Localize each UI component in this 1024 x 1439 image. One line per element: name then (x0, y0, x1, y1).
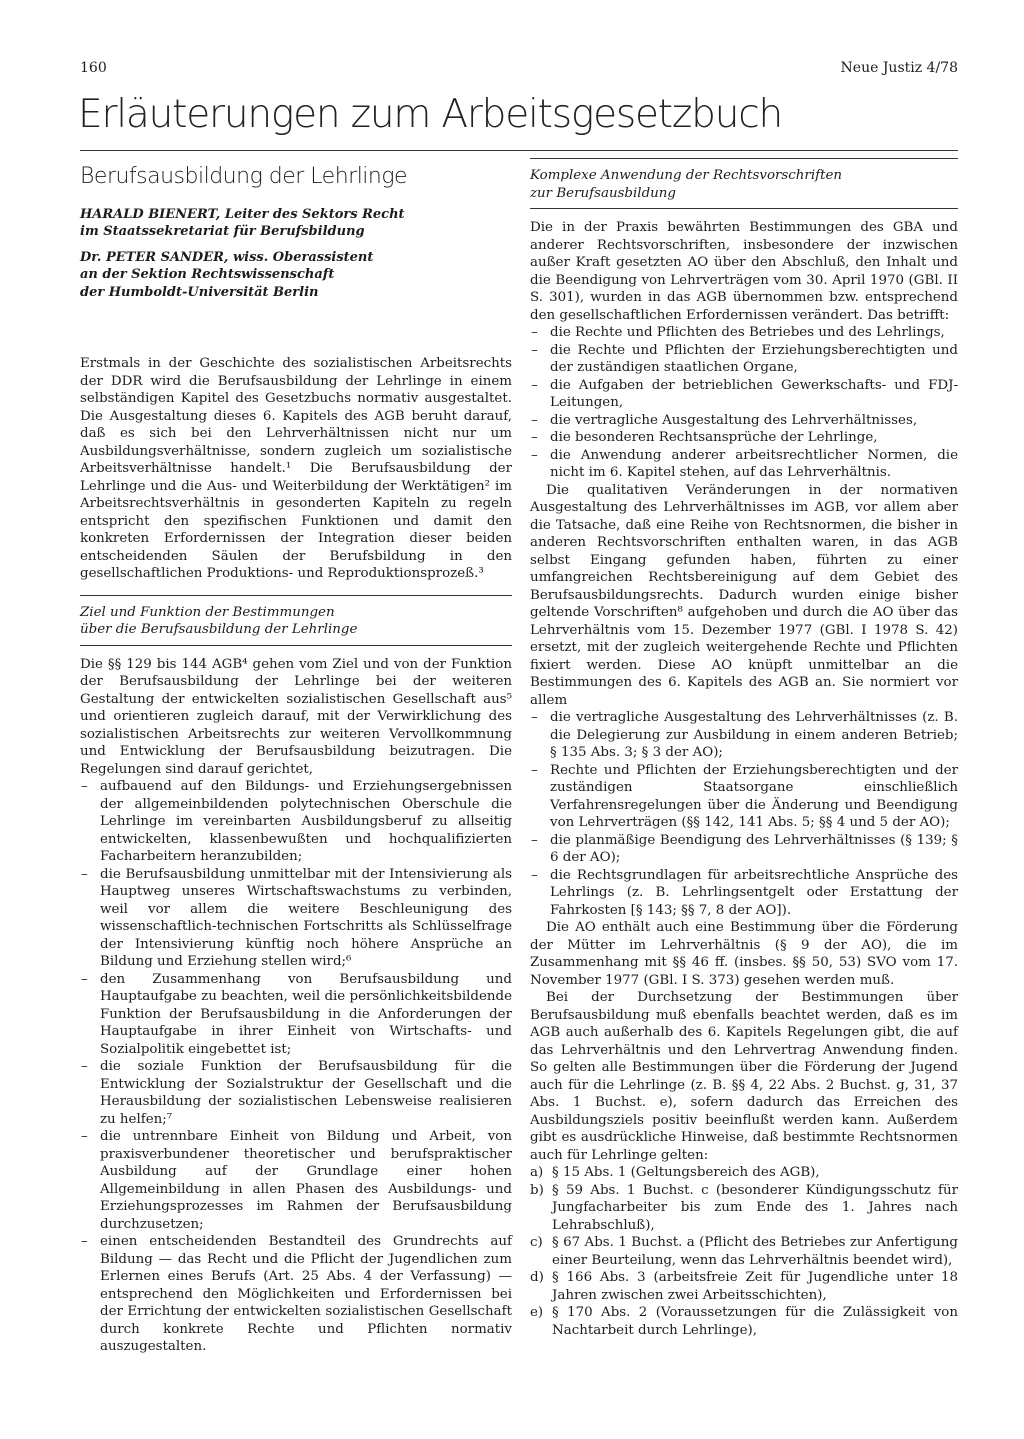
item-label: c) (530, 1235, 543, 1250)
list-item (530, 1182, 958, 1235)
list-item: – die planmäßige Beendigung des Lehrverhältnisses (§ 139; § 6 der AO); (530, 832, 958, 867)
paragraph: Bei der Durchsetzung der Bestimmungen über Berufsausbildung muß ebenfalls beachtet werden, daß es im AGB auch außerhalb des 6. Kapitels Regelungen gibt, die auf das Lehrverhältnis und den Lehrvertrag Anwendung finden. So gelten alle Bestimmungen über die Förderung der Jugend auch für die Lehrlinge (z. B. §§ 4, 22 Abs. 2 Buchst. g, 31, 37 Abs. 1 Buchst. e), sofern dadurch das Erreichen des Ausbildungsziels positiv beeinflußt werden kann. Außerdem gibt es ausdrückliche Hinweise, daß bestimmte Rechtsnormen auch für Lehrlinge gelten: (530, 990, 958, 1163)
list-item: – aufbauend auf den Bildungs- und Erziehungsergebnissen der allgemeinbildenden polytechnischen Oberschule die Lehrlinge im vereinbarten Ausbildungsberuf zu allseitig entwickelten, klassenbewußten und hochqualifizierten Facharbeitern heranzubilden; (80, 778, 512, 866)
item-text: § 15 Abs. 1 (Geltungsbereich des AGB), (552, 1165, 820, 1180)
betrifft-list (530, 324, 958, 482)
title-rule (80, 150, 958, 151)
list-item: – die Aufgaben der betrieblichen Gewerkschafts- und FDJ-Leitungen, (530, 377, 958, 412)
list-item: – die Anwendung anderer arbeitsrechtlicher Normen, die nicht im 6. Kapitel stehen, auf das Lehrverhältnis. (530, 447, 958, 482)
item-text: § 59 Abs. 1 Buchst. c (besonderer Kündigungsschutz für Jungfacharbeiter bis zum Ende des 1. Jahres nach Lehrabschluß), (552, 1182, 958, 1233)
item-text: § 67 Abs. 1 Buchst. a (Pflicht des Betriebes zur Anfertigung einer Beurteilung, wenn das Lehrverhältnis beendet wird), (552, 1235, 958, 1268)
right-column (530, 158, 958, 1339)
list-item: – die Rechtsgrundlagen für arbeitsrechtliche Ansprüche des Lehrlings (z. B. Lehrlingsentgelt oder Erstattung der Fahrkosten [§ 143; §§ 7, 8 der AO]). (530, 867, 958, 920)
list-item: – die soziale Funktion der Berufsausbildung für die Entwicklung der Sozialstruktur der Gesellschaft und die Herausbildung der sozialistischen Lebensweise realisieren zu helfen;⁷ (80, 1058, 512, 1128)
intro-paragraph: Erstmals in der Geschichte des sozialistischen Arbeitsrechts der DDR wird die Berufsausbildung der Lehrlinge in einem selbständigen Kapitel des Gesetzbuchs normativ ausgestaltet. Die Ausgestaltung dieses 6. Kapitels des AGB beruht darauf, daß es sich bei den Lehrverhältnissen nicht nur um Ausbildungsverhältnisse, sondern zugleich um sozialistische Arbeitsverhältnisse handelt.¹ Die Berufsausbildung der Lehrlinge und die Aus- und Weiterbildung der Werktätigen² im Arbeitsrechtsverhältnis in gesonderten Kapiteln zu regeln entspricht den spezifischen Funktionen und damit den konkreten Erfordernissen der Integration dieser beiden entscheidenden Säulen der Berufsbildung in den gesellschaftlichen Produktions- und Reproduktionsprozeß.³ (80, 356, 512, 581)
paragraph: Die §§ 129 bis 144 AGB⁴ gehen vom Ziel und von der Funktion der Berufsausbildung der Lehrlinge bei der weiteren Gestaltung der entwickelten sozialistischen Gesellschaft aus⁵ und orientieren zugleich darauf, mit der Verwirklichung des sozialistischen Arbeitsrechts zur weiteren Vervollkommnung und Entwicklung der Berufsausbildung beizutragen. Die Regelungen sind darauf gerichtet, (80, 656, 512, 777)
normiert-list (530, 709, 958, 919)
subheading-ziel (80, 595, 512, 646)
paragraph: Die in der Praxis bewährten Bestimmungen des GBA und anderer Rechtsvorschriften, insbesondere der inzwischen außer Kraft gesetzten AO über den Abschluß, den Inhalt und die Beendigung von Lehrverträgen vom 30. April 1970 (GBl. II S. 301), wurden in das AGB übernommen bzw. entsprechend den gesellschaftlichen Erfordernissen verändert. Das betrifft: (530, 220, 958, 323)
list-item: – Rechte und Pflichten der Erziehungsberechtigten und der zuständigen Staatsorgane einschließlich Verfahrensregelungen über die Änderung und Beendigung von Lehrverträgen (§§ 142, 141 Abs. 5; §§ 4 und 5 der AO); (530, 762, 958, 832)
section-title: Berufsausbildung der Lehrlinge (80, 164, 408, 189)
item-label: a) (530, 1165, 544, 1180)
paragraph: Die AO enthält auch eine Bestimmung über die Förderung der Mütter im Lehrverhältnis (§ 9 der AO), die im Zusammenhang mit §§ 46 ff. (insbes. §§ 50, 53) SVO vom 17. November 1977 (GBl. I S. 373) gesehen werden muß. (530, 920, 958, 988)
list-item: – die Rechte und Pflichten der Erziehungsberechtigten und der zuständigen staatlichen Organe, (530, 342, 958, 377)
author-sander (80, 249, 512, 302)
author-line: Dr. PETER SANDER, wiss. Oberassistent (80, 249, 374, 265)
item-label: b) (530, 1182, 544, 1198)
list-item: – die untrennbare Einheit von Bildung und Arbeit, von praxisverbundener theoretischer und berufspraktischer Ausbildung auf der Grundlage einer hohen Allgemeinbildung in allen Phasen des Ausbildungs- und Erziehungsprozesses im Rahmen der Berufsausbildung durchzusetzen; (80, 1128, 512, 1233)
author-line: der Humboldt-Universität Berlin (80, 284, 319, 300)
subheading-line: Komplexe Anwendung der Rechtsvorschriften (530, 168, 842, 183)
author-line: an der Sektion Rechtswissenschaft (80, 267, 335, 282)
list-item: – die vertragliche Ausgestaltung des Lehrverhältnisses (z. B. die Delegierung zur Ausbildung in einem anderen Betrieb; § 135 Abs. 3; § 3 der AO); (530, 709, 958, 762)
list-item: – die vertragliche Ausgestaltung des Lehrverhältnisses, (530, 412, 958, 430)
item-label: e) (530, 1305, 544, 1320)
subheading-line: zur Berufsausbildung (530, 185, 676, 201)
author-line: im Staatssekretariat für Berufsbildung (80, 224, 365, 239)
subheading-line: über die Berufsausbildung der Lehrlinge (80, 622, 358, 637)
spacer (80, 309, 512, 355)
list-item (530, 1234, 958, 1269)
subheading-komplexe (530, 158, 958, 209)
main-title: Erläuterungen zum Arbeitsgesetzbuch (78, 92, 782, 137)
page-number: 160 (80, 60, 107, 76)
author-line: HARALD BIENERT, Leiter des Sektors Recht (80, 206, 405, 222)
list-item (530, 1269, 958, 1304)
item-label: d) (530, 1270, 544, 1285)
subheading-line: Ziel und Funktion der Bestimmungen (80, 604, 335, 620)
list-item: – die besonderen Rechtsansprüche der Lehrlinge, (530, 429, 958, 447)
author-bienert (80, 206, 512, 241)
lettered-list (530, 1164, 958, 1339)
list-item: – die Rechte und Pflichten des Betriebes und des Lehrlings, (530, 324, 958, 342)
list-item: – einen entscheidenden Bestandteil des Grundrechts auf Bildung — das Recht und die Pflicht der Jugendlichen zum Erlernen eines Berufs (Art. 25 Abs. 4 der Verfassung) — entsprechend den Möglichkeiten und Erfordernissen bei der Errichtung der entwickelten sozialistischen Gesellschaft durch konkrete Rechte und Pflichten normativ auszugestalten. (80, 1233, 512, 1356)
journal-issue: Neue Justiz 4/78 (840, 60, 958, 76)
aims-list (80, 778, 512, 1356)
paragraph: Die qualitativen Veränderungen in der normativen Ausgestaltung des Lehrverhältnisses im AGB, vor allem aber die Tatsache, daß eine Reihe von Rechtsnormen, die bisher in anderen Rechtsvorschriften enthalten waren, in das AGB selbst Eingang gefunden haben, führten zu einer umfangreichen Rechtsbereinigung auf dem Gebiet des Berufsausbildungsrechts. Dadurch wurden einige bisher geltende Vorschriften⁸ aufgehoben und durch die AO über das Lehrverhältnis vom 15. Dezember 1977 (GBl. I 1978 S. 42) ersetzt, mit der zugleich weitergehende Rechte und Pflichten fixiert werden. Diese AO knüpft unmittelbar an die Bestimmungen des 6. Kapitels des AGB an. Sie normiert vor allem (530, 482, 958, 708)
list-item (530, 1304, 958, 1339)
left-column (80, 158, 512, 1356)
list-item: – den Zusammenhang von Berufsausbildung und Hauptaufgabe zu beachten, weil die persönlichkeitsbildende Funktion der Berufsausbildung in die Anforderungen der Hauptaufgabe in ihrer Einheit von Wirtschafts- und Sozialpolitik eingebettet ist; (80, 971, 512, 1059)
list-item: – die Berufsausbildung unmittelbar mit der Intensivierung als Hauptweg unseres Wirtschaftswachstums zu verbinden, weil vor allem die weitere Beschleunigung des wissenschaftlich-technischen Fortschritts als Schlüsselfrage der Intensivierung künftig noch höhere Ansprüche an Bildung und Erziehung stellen wird;⁶ (80, 866, 512, 971)
list-item (530, 1164, 958, 1182)
item-text: § 166 Abs. 3 (arbeitsfreie Zeit für Jugendliche unter 18 Jahren zwischen zwei Arbeitsschichten), (552, 1270, 958, 1303)
item-text: § 170 Abs. 2 (Voraussetzungen für die Zulässigkeit von Nachtarbeit durch Lehrlinge), (552, 1305, 958, 1338)
